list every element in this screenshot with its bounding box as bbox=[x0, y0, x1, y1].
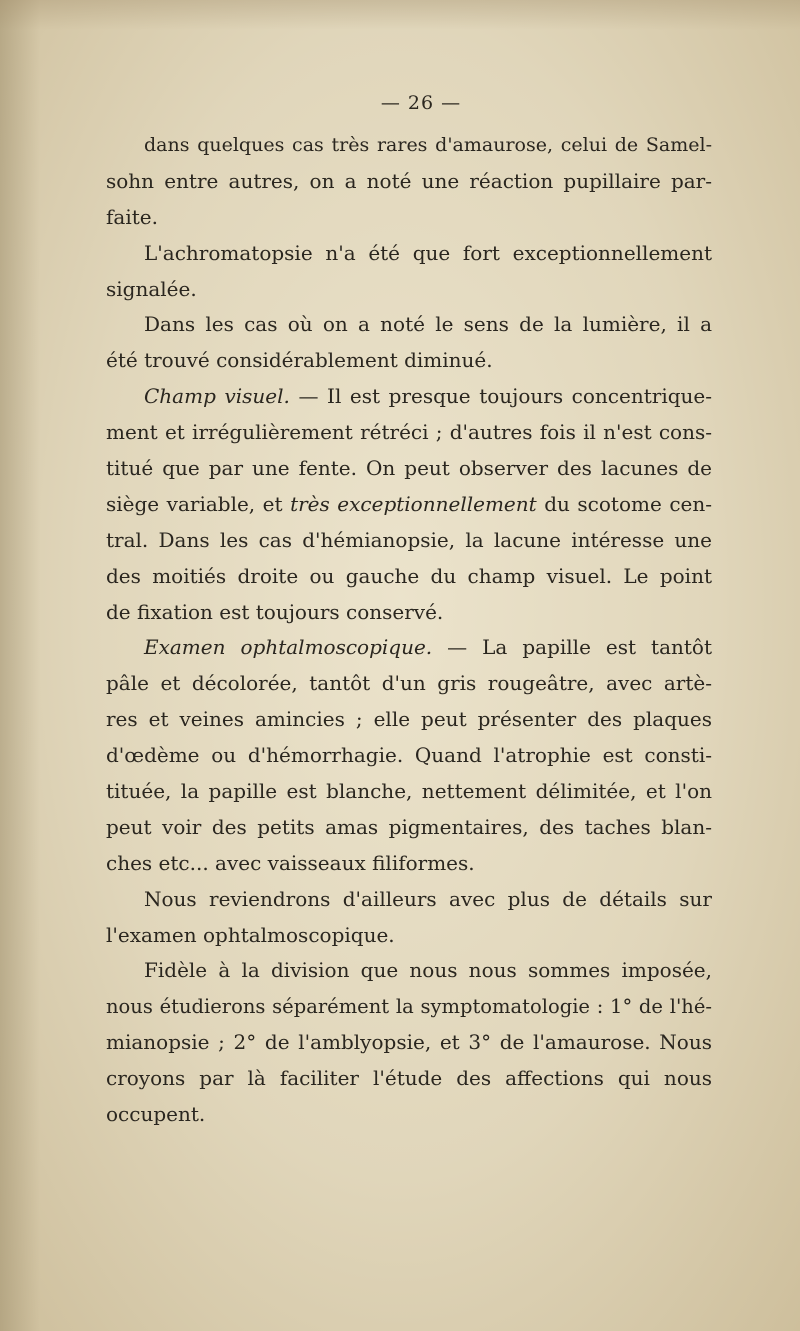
text-segment: des moitiés droite ou gauche du champ visuel. Le point bbox=[106, 563, 712, 588]
text-line bbox=[106, 128, 712, 164]
text-segment: — Il est presque toujours concentrique- bbox=[289, 384, 712, 409]
text-segment: tral. Dans les cas d'hémianopsie, la lacune intéresse une bbox=[106, 527, 712, 552]
text-line bbox=[106, 379, 712, 415]
text-segment: Nous reviendrons d'ailleurs avec plus de détails sur bbox=[144, 886, 712, 911]
text-segment: de fixation est toujours conservé. bbox=[106, 599, 444, 624]
text-line bbox=[106, 343, 712, 379]
italic-phrase: Examen ophtalmoscopique. bbox=[144, 635, 433, 660]
text-line bbox=[106, 164, 712, 200]
text-segment: mianopsie ; 2° de l'amblyopsie, et 3° de l'amaurose. Nous bbox=[106, 1030, 712, 1055]
text-segment: peut voir des petits amas pigmentaires, des taches blan- bbox=[106, 814, 712, 839]
text-segment: titué que par une fente. On peut observer des lacunes de bbox=[106, 456, 712, 481]
text-line bbox=[106, 1097, 712, 1133]
text-line bbox=[106, 487, 712, 523]
text-line bbox=[106, 1025, 712, 1061]
text-line bbox=[106, 630, 712, 666]
text-segment: dans quelques cas très rares d'amaurose, celui de Samel- bbox=[144, 134, 712, 156]
text-segment: siège variable, et bbox=[106, 491, 291, 516]
text-line bbox=[106, 307, 712, 343]
text-segment: croyons par là faciliter l'étude des affections qui nous bbox=[106, 1066, 712, 1091]
text-line bbox=[106, 774, 712, 810]
text-segment: occupent. bbox=[106, 1102, 206, 1127]
text-line bbox=[106, 236, 712, 272]
text-segment: tituée, la papille est blanche, nettement délimitée, et l'on bbox=[106, 779, 712, 804]
text-segment: faite. bbox=[106, 204, 158, 229]
page-shadow-left bbox=[0, 0, 40, 1331]
text-line bbox=[106, 882, 712, 918]
italic-phrase: Champ visuel. bbox=[144, 384, 290, 409]
text-segment: pâle et décolorée, tantôt d'un gris rougeâtre, avec artè- bbox=[106, 671, 712, 696]
page-shadow-top bbox=[0, 0, 800, 30]
text-segment: signalée. bbox=[106, 276, 197, 301]
text-segment: nous étudierons séparément la symptomatologie : 1° de l'hé- bbox=[106, 995, 712, 1019]
text-line bbox=[106, 451, 712, 487]
text-line bbox=[106, 738, 712, 774]
body-text bbox=[106, 128, 712, 1133]
italic-phrase: très exceptionnellement bbox=[290, 491, 537, 516]
text-segment: ment et irrégulièrement rétréci ; d'autres fois il n'est cons- bbox=[106, 420, 712, 445]
text-segment: été trouvé considérablement diminué. bbox=[106, 348, 493, 373]
text-line bbox=[106, 846, 712, 882]
text-segment: Dans les cas où on a noté le sens de la lumière, il a bbox=[144, 312, 712, 337]
text-line bbox=[106, 953, 712, 989]
text-line bbox=[106, 595, 712, 631]
text-line bbox=[106, 702, 712, 738]
text-segment: Fidèle à la division que nous nous sommes imposée, bbox=[144, 958, 712, 983]
text-segment: ches etc... avec vaisseaux filiformes. bbox=[106, 850, 475, 875]
text-segment: res et veines amincies ; elle peut présenter des plaques bbox=[106, 707, 712, 732]
text-line bbox=[106, 415, 712, 451]
text-segment: d'œdème ou d'hémorrhagie. Quand l'atrophie est consti- bbox=[106, 743, 712, 768]
text-line bbox=[106, 989, 712, 1025]
text-line bbox=[106, 523, 712, 559]
text-segment: L'achromatopsie n'a été que fort exceptionnellement bbox=[144, 240, 712, 265]
text-segment: du scotome cen- bbox=[536, 491, 712, 516]
text-line bbox=[106, 559, 712, 595]
text-line bbox=[106, 810, 712, 846]
page-number: — 26 — bbox=[380, 92, 462, 114]
text-segment: l'examen ophtalmoscopique. bbox=[106, 922, 395, 947]
text-line bbox=[106, 272, 712, 308]
text-line bbox=[106, 1061, 712, 1097]
text-line bbox=[106, 918, 712, 954]
text-line bbox=[106, 200, 712, 236]
text-segment: sohn entre autres, on a noté une réaction pupillaire par- bbox=[106, 168, 712, 193]
text-line bbox=[106, 666, 712, 702]
text-segment: — La papille est tantôt bbox=[432, 635, 712, 660]
